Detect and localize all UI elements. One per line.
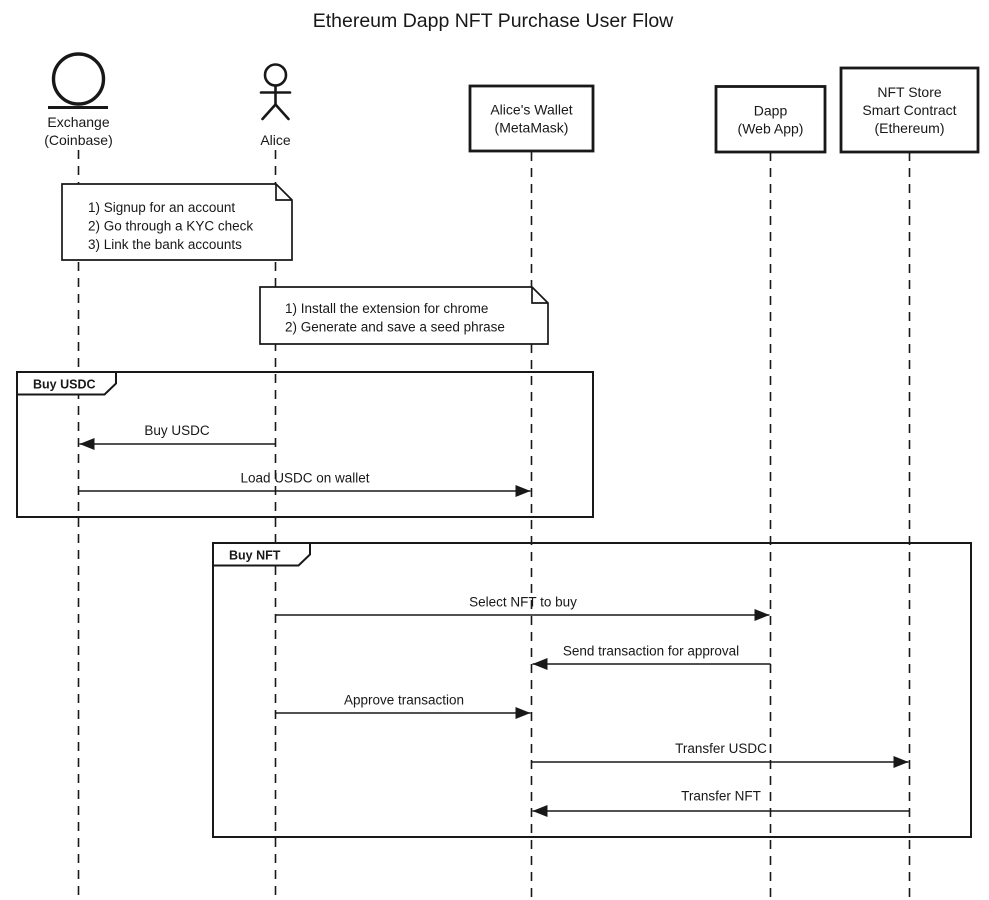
message-transfer-nft xyxy=(533,789,910,812)
diagram-title: Ethereum Dapp NFT Purchase User Flow xyxy=(312,10,674,32)
actor-icon xyxy=(261,65,290,120)
participant-wallet-box xyxy=(470,86,593,151)
fragment-frame xyxy=(213,543,971,837)
fragment-label: Buy NFT xyxy=(229,548,281,563)
message-select-nft xyxy=(276,595,770,616)
participant-nft-store xyxy=(841,68,978,152)
participant-alice xyxy=(260,65,291,149)
participant-exchange-label-2: (Coinbase) xyxy=(44,132,113,148)
message-send-transaction xyxy=(533,644,771,665)
participant-nft-store-label-3: (Ethereum) xyxy=(874,120,945,136)
participant-alice-label: Alice xyxy=(260,132,291,148)
note-line: 1) Signup for an account xyxy=(88,200,236,215)
message-label: Load USDC on wallet xyxy=(240,470,370,486)
note-line: 1) Install the extension for chrome xyxy=(285,301,489,316)
note-line: 3) Link the bank accounts xyxy=(88,237,242,252)
participant-exchange xyxy=(44,54,112,148)
participant-wallet-label-2: (MetaMask) xyxy=(494,119,569,136)
participant-dapp-label-1: Dapp xyxy=(753,102,788,119)
participant-wallet xyxy=(470,86,593,151)
note-wallet-setup xyxy=(260,287,548,344)
message-label: Buy USDC xyxy=(144,423,210,438)
participant-dapp xyxy=(716,87,825,153)
note-exchange-signup xyxy=(62,184,292,260)
message-label: Approve transaction xyxy=(343,692,465,708)
fragment-buy-nft xyxy=(213,543,971,837)
participant-dapp-label-2: (Web App) xyxy=(737,120,804,137)
participant-exchange-label-1: Exchange xyxy=(47,114,110,130)
participant-dapp-box xyxy=(716,87,825,153)
message-approve-transaction xyxy=(276,693,531,714)
participant-nft-store-label-2: Smart Contract xyxy=(862,102,957,118)
participant-nft-store-label-1: NFT Store xyxy=(877,84,942,100)
message-transfer-usdc xyxy=(532,741,909,762)
participant-wallet-label-1: Alice's Wallet xyxy=(490,101,573,118)
fragment-label: Buy USDC xyxy=(33,377,96,392)
message-label: Transfer USDC xyxy=(675,741,767,756)
message-label: Select NFT to buy xyxy=(469,594,577,610)
message-load-usdc xyxy=(79,471,531,492)
message-buy-usdc xyxy=(80,423,276,444)
note-line: 2) Go through a KYC check xyxy=(88,218,254,234)
entity-icon xyxy=(54,54,104,104)
message-label: Transfer NFT xyxy=(681,788,761,804)
note-line: 2) Generate and save a seed phrase xyxy=(285,319,505,335)
message-label: Send transaction for approval xyxy=(562,643,740,659)
